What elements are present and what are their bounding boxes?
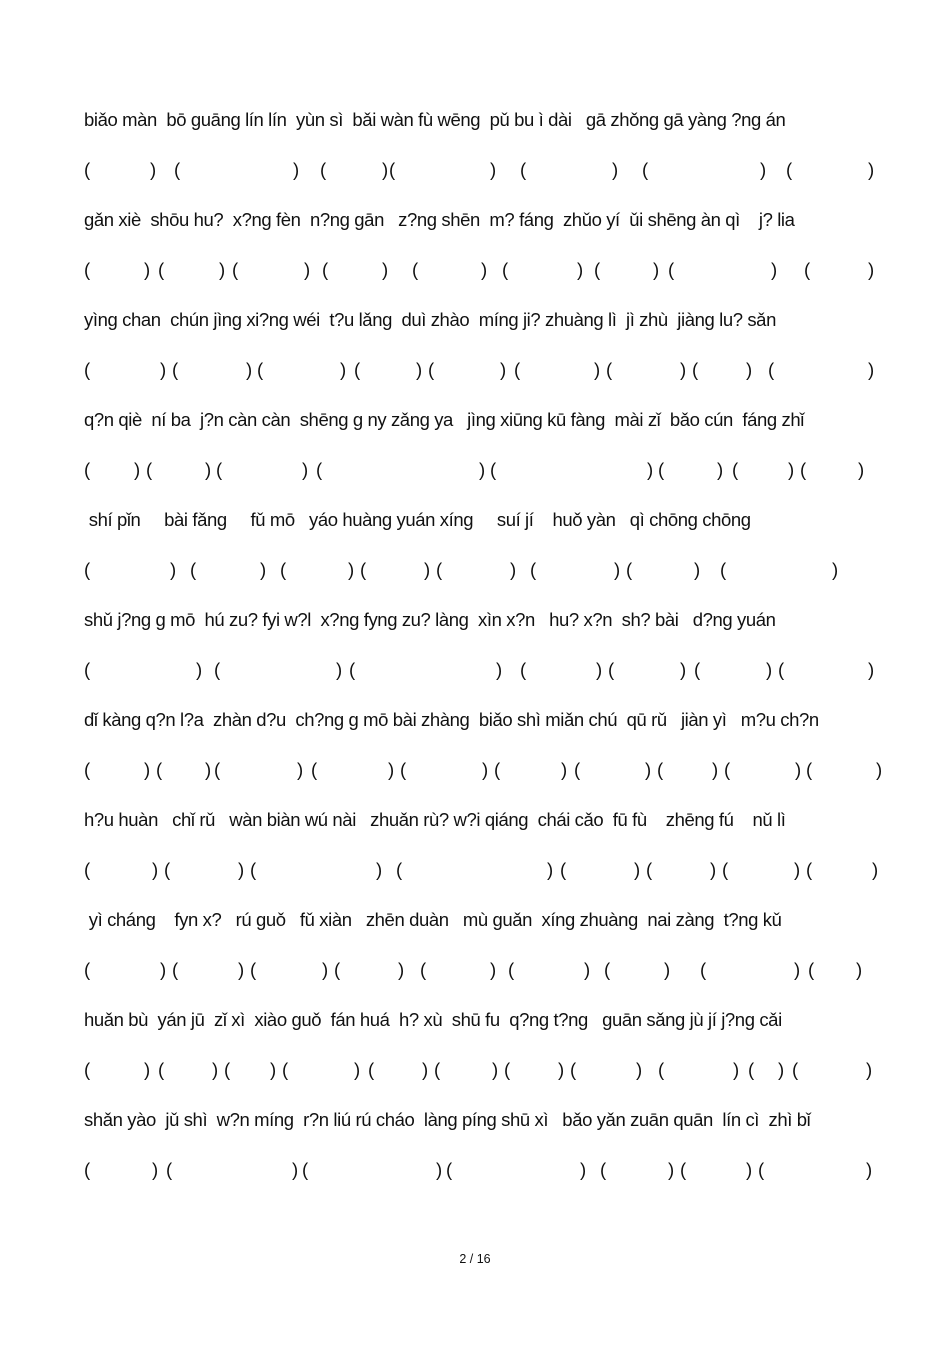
- answer-row: [0, 858, 950, 882]
- open-paren: (: [668, 259, 675, 280]
- close-paren: ): [376, 859, 383, 880]
- open-paren: (: [626, 559, 633, 580]
- open-paren: (: [504, 1059, 511, 1080]
- open-paren: (: [172, 959, 179, 980]
- open-paren: (: [156, 759, 163, 780]
- answer-row: [0, 558, 950, 582]
- close-paren: ): [144, 1059, 151, 1080]
- open-paren: (: [224, 1059, 231, 1080]
- close-paren: ): [238, 859, 245, 880]
- close-paren: ): [481, 259, 488, 280]
- open-paren: (: [84, 459, 91, 480]
- close-paren: ): [496, 659, 503, 680]
- close-paren: ): [712, 759, 719, 780]
- open-paren: (: [84, 559, 91, 580]
- open-paren: (: [166, 1159, 173, 1180]
- close-paren: ): [490, 959, 497, 980]
- close-paren: ): [868, 659, 875, 680]
- close-paren: ): [653, 259, 660, 280]
- close-paren: ): [436, 1159, 443, 1180]
- open-paren: (: [158, 1059, 165, 1080]
- open-paren: (: [250, 859, 257, 880]
- open-paren: (: [804, 259, 811, 280]
- open-paren: (: [320, 159, 327, 180]
- close-paren: ): [270, 1059, 277, 1080]
- open-paren: (: [806, 859, 813, 880]
- open-paren: (: [396, 859, 403, 880]
- pinyin-line: h?u huàn chǐ rǔ wàn biàn wú nài zhuǎn rù? w?i qiáng chái cǎo fū fù zhēng fú nǔ lì: [84, 809, 786, 830]
- open-paren: (: [608, 659, 615, 680]
- close-paren: ): [238, 959, 245, 980]
- open-paren: (: [282, 1059, 289, 1080]
- close-paren: ): [170, 559, 177, 580]
- open-paren: (: [768, 359, 775, 380]
- pinyin-line: biǎo màn bō guāng lín lín yùn sì bǎi wàn fù wēng pǔ bu ì dài gā zhǒng gā yàng ?ng án: [84, 109, 786, 130]
- open-paren: (: [412, 259, 419, 280]
- open-paren: (: [84, 859, 91, 880]
- open-paren: (: [806, 759, 813, 780]
- open-paren: (: [349, 659, 356, 680]
- open-paren: (: [560, 859, 567, 880]
- answer-row: [0, 1158, 950, 1182]
- close-paren: ): [561, 759, 568, 780]
- close-paren: ): [868, 259, 875, 280]
- open-paren: (: [732, 459, 739, 480]
- close-paren: ): [144, 259, 151, 280]
- open-paren: (: [642, 159, 649, 180]
- open-paren: (: [502, 259, 509, 280]
- open-paren: (: [657, 759, 664, 780]
- open-paren: (: [658, 1059, 665, 1080]
- open-paren: (: [646, 859, 653, 880]
- close-paren: ): [492, 1059, 499, 1080]
- close-paren: ): [322, 959, 329, 980]
- pinyin-line: huǎn bù yán jū zǐ xì xiào guǒ fán huá h? xù shū fu q?ng t?ng guān sǎng jù jí j?ng cǎi: [84, 1009, 782, 1030]
- pinyin-line: shǎn yào jǔ shì w?n míng r?n liú rú cháo làng píng shū xì bǎo yǎn zuān quān lín cì zhì bǐ: [84, 1109, 811, 1130]
- open-paren: (: [724, 759, 731, 780]
- open-paren: (: [400, 759, 407, 780]
- open-paren: (: [214, 659, 221, 680]
- answer-row: [0, 358, 950, 382]
- close-paren: ): [594, 359, 601, 380]
- close-paren: ): [771, 259, 778, 280]
- close-paren: ): [668, 1159, 675, 1180]
- open-paren: (: [520, 159, 527, 180]
- close-paren: ): [510, 559, 517, 580]
- close-paren: ): [160, 959, 167, 980]
- answer-row: [0, 158, 950, 182]
- close-paren: ): [293, 159, 300, 180]
- close-paren: ): [788, 459, 795, 480]
- open-paren: (: [792, 1059, 799, 1080]
- close-paren: ): [794, 859, 801, 880]
- open-paren: (: [574, 759, 581, 780]
- close-paren: ): [398, 959, 405, 980]
- open-paren: (: [490, 459, 497, 480]
- open-paren: (: [360, 559, 367, 580]
- open-paren: (: [594, 259, 601, 280]
- open-paren: (: [84, 159, 91, 180]
- close-paren: ): [160, 359, 167, 380]
- close-paren: ): [260, 559, 267, 580]
- open-paren: (: [808, 959, 815, 980]
- open-paren: (: [84, 259, 91, 280]
- answer-row: [0, 1058, 950, 1082]
- close-paren: ): [832, 559, 839, 580]
- close-paren: ): [766, 659, 773, 680]
- open-paren: (: [520, 659, 527, 680]
- open-paren: (: [311, 759, 318, 780]
- answer-row: [0, 958, 950, 982]
- close-paren: ): [382, 159, 389, 180]
- close-paren: ): [596, 659, 603, 680]
- open-paren: (: [722, 859, 729, 880]
- close-paren: ): [388, 759, 395, 780]
- close-paren: ): [297, 759, 304, 780]
- close-paren: ): [152, 1159, 159, 1180]
- close-paren: ): [634, 859, 641, 880]
- open-paren: (: [354, 359, 361, 380]
- close-paren: ): [212, 1059, 219, 1080]
- close-paren: ): [872, 859, 879, 880]
- answer-row: [0, 258, 950, 282]
- open-paren: (: [158, 259, 165, 280]
- open-paren: (: [280, 559, 287, 580]
- open-paren: (: [420, 959, 427, 980]
- open-paren: (: [428, 359, 435, 380]
- open-paren: (: [164, 859, 171, 880]
- close-paren: ): [152, 859, 159, 880]
- close-paren: ): [746, 1159, 753, 1180]
- close-paren: ): [340, 359, 347, 380]
- open-paren: (: [694, 659, 701, 680]
- open-paren: (: [436, 559, 443, 580]
- close-paren: ): [479, 459, 486, 480]
- answer-row: [0, 458, 950, 482]
- open-paren: (: [232, 259, 239, 280]
- close-paren: ): [876, 759, 883, 780]
- close-paren: ): [645, 759, 652, 780]
- open-paren: (: [84, 1159, 91, 1180]
- close-paren: ): [246, 359, 253, 380]
- close-paren: ): [348, 559, 355, 580]
- open-paren: (: [302, 1159, 309, 1180]
- pinyin-line: yì cháng fyn x? rú guǒ fǔ xiàn zhēn duàn mù guǎn xíng zhuàng nai zàng t?ng kǔ: [84, 909, 782, 930]
- open-paren: (: [494, 759, 501, 780]
- pinyin-line: shǔ j?ng g mō hú zu? fyi w?l x?ng fyng zu? làng xìn x?n hu? x?n sh? bài d?ng yuán: [84, 609, 776, 630]
- open-paren: (: [389, 159, 396, 180]
- close-paren: ): [858, 459, 865, 480]
- open-paren: (: [508, 959, 515, 980]
- open-paren: (: [748, 1059, 755, 1080]
- open-paren: (: [84, 1059, 91, 1080]
- open-paren: (: [257, 359, 264, 380]
- close-paren: ): [354, 1059, 361, 1080]
- close-paren: ): [424, 559, 431, 580]
- close-paren: ): [694, 559, 701, 580]
- close-paren: ): [150, 159, 157, 180]
- open-paren: (: [84, 359, 91, 380]
- close-paren: ): [778, 1059, 785, 1080]
- open-paren: (: [800, 459, 807, 480]
- close-paren: ): [680, 659, 687, 680]
- open-paren: (: [322, 259, 329, 280]
- open-paren: (: [604, 959, 611, 980]
- open-paren: (: [316, 459, 323, 480]
- close-paren: ): [647, 459, 654, 480]
- close-paren: ): [584, 959, 591, 980]
- close-paren: ): [795, 759, 802, 780]
- open-paren: (: [692, 359, 699, 380]
- close-paren: ): [866, 1059, 873, 1080]
- close-paren: ): [580, 1159, 587, 1180]
- open-paren: (: [514, 359, 521, 380]
- open-paren: (: [216, 459, 223, 480]
- close-paren: ): [416, 359, 423, 380]
- close-paren: ): [196, 659, 203, 680]
- close-paren: ): [760, 159, 767, 180]
- close-paren: ): [292, 1159, 299, 1180]
- open-paren: (: [214, 759, 221, 780]
- close-paren: ): [558, 1059, 565, 1080]
- open-paren: (: [172, 359, 179, 380]
- open-paren: (: [146, 459, 153, 480]
- open-paren: (: [570, 1059, 577, 1080]
- pinyin-line: yìng chan chún jìng xi?ng wéi t?u lǎng duì zhào míng ji? zhuàng lì jì zhù jiàng lu? sǎn: [84, 309, 776, 330]
- open-paren: (: [778, 659, 785, 680]
- close-paren: ): [482, 759, 489, 780]
- close-paren: ): [547, 859, 554, 880]
- open-paren: (: [368, 1059, 375, 1080]
- close-paren: ): [614, 559, 621, 580]
- open-paren: (: [434, 1059, 441, 1080]
- pinyin-line: shí pǐn bài fǎng fǔ mō yáo huàng yuán xíng suí jí huǒ yàn qì chōng chōng: [84, 509, 751, 530]
- close-paren: ): [302, 459, 309, 480]
- close-paren: ): [746, 359, 753, 380]
- open-paren: (: [606, 359, 613, 380]
- open-paren: (: [758, 1159, 765, 1180]
- open-paren: (: [174, 159, 181, 180]
- open-paren: (: [600, 1159, 607, 1180]
- open-paren: (: [250, 959, 257, 980]
- pinyin-line: dǐ kàng q?n l?a zhàn d?u ch?ng g mō bài zhàng biǎo shì miǎn chú qū rǔ jiàn yì m?u ch?n: [84, 709, 819, 730]
- pinyin-line: gǎn xiè shōu hu? x?ng fèn n?ng gān z?ng shēn m? fáng zhǔo yí ǔi shēng àn qì j? lia: [84, 209, 795, 230]
- open-paren: (: [84, 759, 91, 780]
- close-paren: ): [866, 1159, 873, 1180]
- open-paren: (: [720, 559, 727, 580]
- close-paren: ): [219, 259, 226, 280]
- close-paren: ): [205, 759, 212, 780]
- close-paren: ): [733, 1059, 740, 1080]
- close-paren: ): [205, 459, 212, 480]
- close-paren: ): [422, 1059, 429, 1080]
- open-paren: (: [190, 559, 197, 580]
- open-paren: (: [786, 159, 793, 180]
- close-paren: ): [500, 359, 507, 380]
- close-paren: ): [382, 259, 389, 280]
- close-paren: ): [304, 259, 311, 280]
- close-paren: ): [794, 959, 801, 980]
- close-paren: ): [868, 359, 875, 380]
- open-paren: (: [446, 1159, 453, 1180]
- close-paren: ): [710, 859, 717, 880]
- close-paren: ): [636, 1059, 643, 1080]
- open-paren: (: [680, 1159, 687, 1180]
- close-paren: ): [490, 159, 497, 180]
- close-paren: ): [134, 459, 141, 480]
- close-paren: ): [612, 159, 619, 180]
- pinyin-line: q?n qiè ní ba j?n càn càn shēng g ny zǎng ya jìng xiūng kū fàng mài zǐ bǎo cún fáng zhǐ: [84, 409, 804, 430]
- close-paren: ): [717, 459, 724, 480]
- close-paren: ): [664, 959, 671, 980]
- answer-row: [0, 758, 950, 782]
- page-number: 2 / 16: [459, 1252, 491, 1266]
- open-paren: (: [84, 659, 91, 680]
- close-paren: ): [144, 759, 151, 780]
- open-paren: (: [700, 959, 707, 980]
- close-paren: ): [868, 159, 875, 180]
- open-paren: (: [658, 459, 665, 480]
- answer-row: [0, 658, 950, 682]
- open-paren: (: [530, 559, 537, 580]
- close-paren: ): [680, 359, 687, 380]
- open-paren: (: [84, 959, 91, 980]
- close-paren: ): [577, 259, 584, 280]
- open-paren: (: [334, 959, 341, 980]
- close-paren: ): [336, 659, 343, 680]
- close-paren: ): [856, 959, 863, 980]
